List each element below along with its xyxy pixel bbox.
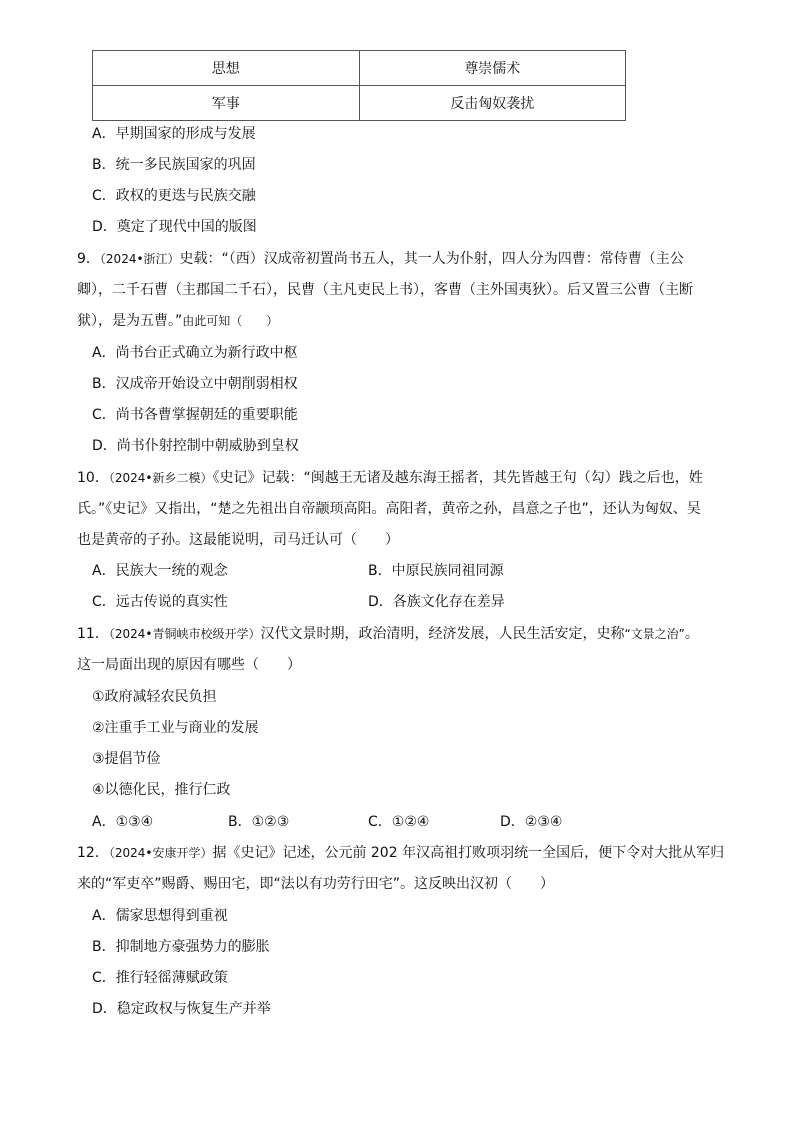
q10-option-c: C．远古传说的真实性 — [92, 594, 228, 610]
table-cell: 尊崇儒术 — [359, 51, 626, 86]
table-cell: 思想 — [93, 51, 360, 86]
q10-option-a: A．民族大一统的观念 — [92, 563, 228, 579]
q11-item-3: ③提倡节俭 — [92, 751, 161, 767]
stem-text: 据《史记》记述，公元前 202 年汉高祖打败项羽统一全国后，便下令对大批从军归 — [212, 845, 725, 861]
q10-option-b: B．中原民族同祖同源 — [368, 563, 504, 579]
q11-option-b: B．①②③ — [228, 814, 290, 830]
policy-table — [92, 50, 626, 121]
q12-option-d: D．稳定政权与恢复生产并举 — [92, 1001, 271, 1017]
question-source: （2024•新乡二模） — [108, 471, 213, 485]
q9-stem-line3 — [77, 311, 278, 331]
table-cell: 反击匈奴袭扰 — [359, 86, 626, 121]
q11-option-c: C．①②④ — [368, 814, 430, 830]
question-number: 12． — [77, 845, 109, 861]
q11-item-4: ④以德化民，推行仁政 — [92, 782, 231, 798]
question-number: 9． — [77, 251, 100, 267]
q12-option-a: A．儒家思想得到重视 — [92, 908, 228, 924]
stem-text: 狱），是为五曹。” — [77, 313, 183, 329]
question-source: （2024•浙江） — [99, 252, 180, 266]
q11-option-a: A．①③④ — [92, 814, 154, 830]
question-source: （2024•安康开学） — [108, 846, 213, 860]
q12-option-c: C．推行轻徭薄赋政策 — [92, 970, 228, 986]
stem-text: 史载：“（西）汉成帝初置尚书五人，其一人为仆射，四人分为四曹：常侍曹（主公 — [179, 251, 684, 267]
q9-option-b: B．汉成帝开始设立中朝削弱相权 — [92, 376, 298, 392]
q11-option-d: D．②③④ — [500, 814, 563, 830]
q9-option-c: C．尚书各曹掌握朝廷的重要职能 — [92, 407, 298, 423]
stem-text: 《史记》记载：“闽越王无诸及越东海王摇者，其先皆越王句（勾）践之后也，姓 — [212, 470, 703, 486]
q9-option-a: A．尚书台正式确立为新行政中枢 — [92, 345, 298, 361]
q10-option-d: D．各族文化存在差异 — [368, 594, 505, 610]
q9-stem-line1 — [77, 249, 684, 269]
q12-option-b: B．抑制地方豪强势力的膨胀 — [92, 939, 270, 955]
question-source: （2024•青铜峡市校级开学） — [108, 627, 261, 641]
table-cell: 军事 — [93, 86, 360, 121]
q12-stem-line2: 来的“军吏卒”赐爵、赐田宅，即“法以有功劳行田宅”。这反映出汉初（ ） — [77, 876, 555, 892]
q11-stem-line1 — [77, 624, 699, 644]
q8-option-d: D．奠定了现代中国的版图 — [92, 219, 257, 235]
q8-option-a: A．早期国家的形成与发展 — [92, 126, 256, 142]
stem-text: “文景之治” — [624, 627, 685, 641]
q8-option-b: B．统一多民族国家的巩固 — [92, 157, 256, 173]
q9-stem-line2: 卿），二千石曹（主郡国二千石），民曹（主凡吏民上书），客曹（主外国夷狄）。后又置三公曹（主断 — [77, 282, 693, 298]
q11-stem-line2: 这一局面出现的原因有哪些（ ） — [77, 657, 301, 673]
question-number: 10． — [77, 470, 109, 486]
stem-text: 汉代文景时期，政治清明，经济发展，人民生活安定，史称 — [260, 626, 625, 642]
q12-stem-line1 — [77, 843, 724, 863]
table-row — [93, 51, 626, 86]
stem-text: 。 — [684, 626, 699, 642]
q10-stem-line3: 也是黄帝的子孙。这最能说明，司马迁认可（ ） — [77, 532, 399, 548]
table-row — [93, 86, 626, 121]
q9-option-d: D．尚书仆射控制中朝威胁到皇权 — [92, 438, 299, 454]
question-number: 11． — [77, 626, 109, 642]
q11-item-1: ①政府减轻农民负担 — [92, 689, 217, 705]
q10-stem-line2: 氏。”《史记》又指出，“楚之先祖出自帝颛顼高阳。高阳者，黄帝之孙，昌意之子也”，还认为匈奴、吴 — [77, 501, 701, 517]
q11-item-2: ②注重手工业与商业的发展 — [92, 720, 259, 736]
stem-text: 由此可知（ ） — [182, 314, 279, 328]
q10-stem-line1 — [77, 468, 703, 488]
q8-option-c: C．政权的更迭与民族交融 — [92, 188, 256, 204]
